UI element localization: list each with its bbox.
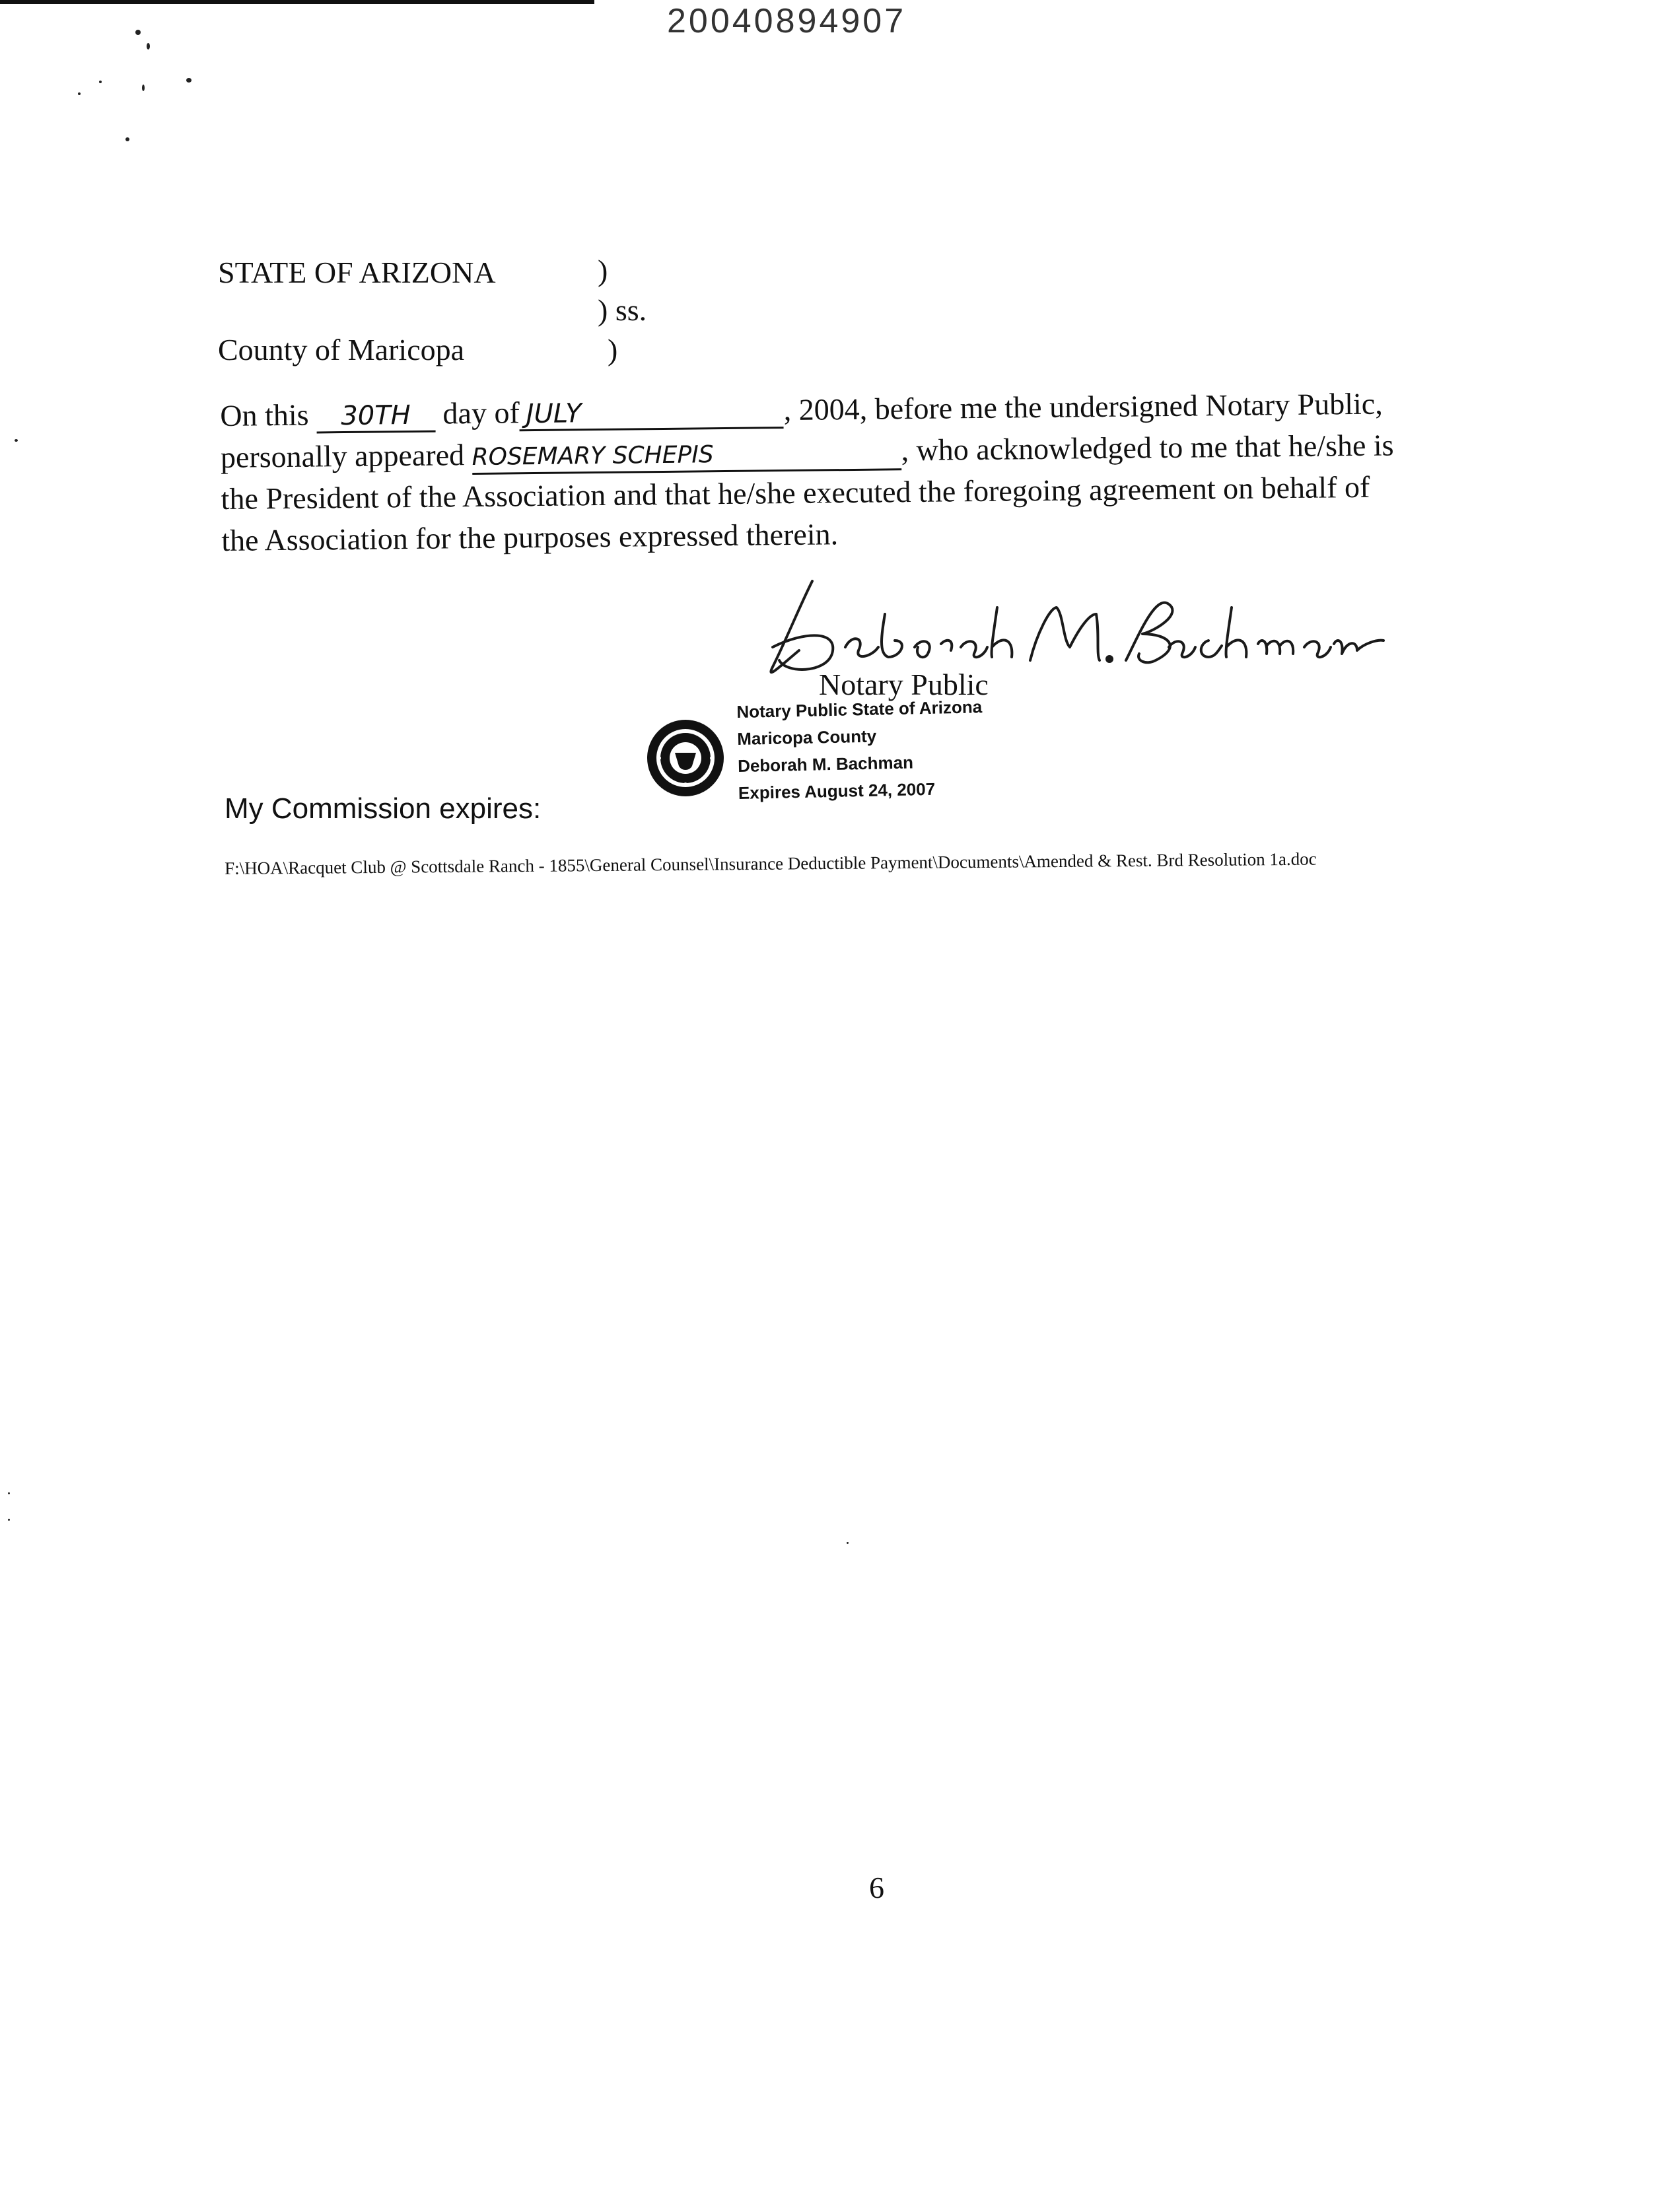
ack-line-3: the President of the Association and that he/she executed the foregoing agreement on behalf of: [221, 469, 1370, 516]
scan-speck: [125, 137, 129, 141]
venue-state: STATE OF ARIZONA: [218, 256, 496, 289]
scan-speck: [78, 92, 81, 95]
scan-speck: [15, 439, 18, 442]
ack-personally-appeared: personally appeared: [220, 438, 465, 474]
file-path-footer: F:\HOA\Racquet Club @ Scottsdale Ranch - 1855\General Counsel\Insurance Deductible Payment\Documents\Amended & Rest. Brd Resolution 1a.doc: [225, 849, 1317, 878]
seal-line-expires: Expires August 24, 2007: [738, 779, 936, 803]
commission-expires-label: My Commission expires:: [225, 792, 542, 825]
ack-year-text: , 2004, before me the undersigned Notary Public,: [783, 386, 1383, 427]
scan-speck: [8, 1492, 10, 1494]
acknowledgment-paragraph: [220, 382, 1503, 561]
ack-acknowledged-text: , who acknowledged to me that he/she is: [901, 428, 1394, 468]
ack-line-4: the Association for the purposes expressed therein.: [221, 517, 839, 557]
ack-day-of: day of: [442, 396, 520, 431]
notary-public-label: Notary Public: [819, 668, 989, 701]
month-field[interactable]: JULY: [520, 396, 784, 431]
scan-top-rule: [0, 0, 594, 4]
venue-paren-top: ): [598, 254, 608, 287]
seal-line-state: Notary Public State of Arizona: [736, 697, 983, 722]
venue-paren-bottom: ): [608, 333, 618, 366]
ack-on-this: On this: [220, 398, 309, 433]
venue-county: County of Maricopa: [218, 333, 465, 366]
page-number: 6: [869, 1871, 884, 1904]
scan-speck: [142, 85, 145, 91]
venue-ss: ) ss.: [598, 293, 647, 327]
scan-speck: [99, 81, 102, 83]
scan-speck: [186, 78, 192, 83]
notary-seal-icon: [646, 718, 725, 798]
document-number: 20040894907: [667, 2, 907, 40]
name-field[interactable]: ROSEMARY SCHEPIS: [472, 438, 901, 475]
scan-speck: [847, 1542, 849, 1544]
day-field[interactable]: 30TH: [316, 400, 436, 434]
scan-speck: [135, 30, 141, 35]
scan-speck: [147, 43, 150, 50]
notary-seal-text: [736, 693, 984, 807]
seal-line-name: Deborah M. Bachman: [737, 752, 914, 776]
seal-line-county: Maricopa County: [736, 726, 877, 749]
scan-speck: [8, 1519, 10, 1521]
